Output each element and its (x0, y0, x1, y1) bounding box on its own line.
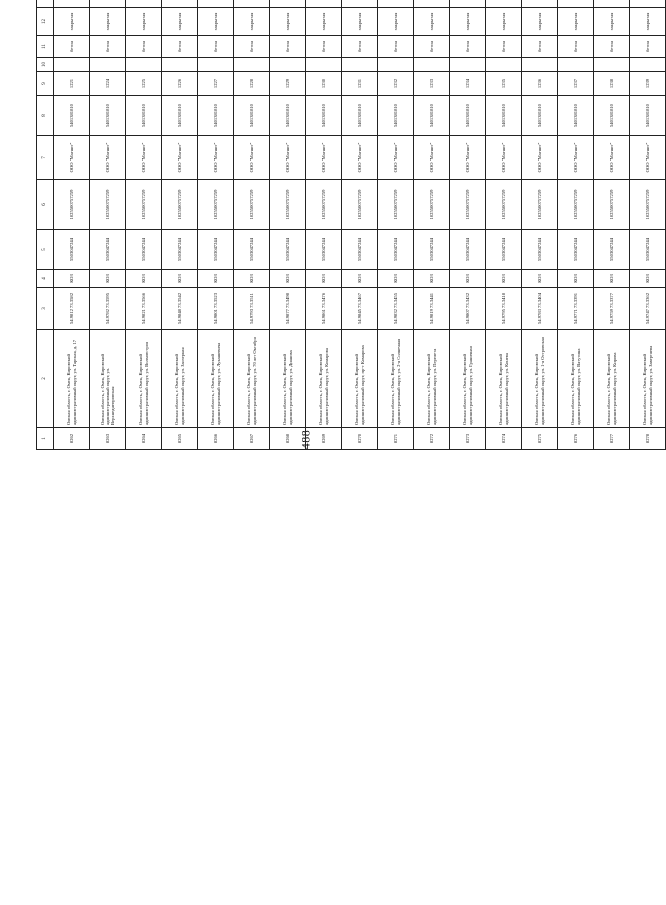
table-cell: 5503047244 (54, 230, 90, 270)
table-cell: бетон (90, 36, 126, 58)
table-cell: 5401381810 (306, 96, 342, 136)
table-row (450, 0, 486, 450)
table-cell: 5401381810 (522, 96, 558, 136)
table-cell (414, 0, 450, 8)
table-cell: 1224 (90, 72, 126, 96)
table-cell (306, 58, 342, 72)
table-cell: 54.9783 73.3404 (522, 288, 558, 330)
table-cell: бетон (486, 36, 522, 58)
table-row (162, 0, 198, 450)
table-cell: 1025500757259 (630, 180, 666, 230)
table-cell: 5401381810 (486, 96, 522, 136)
table-cell: закрытая (342, 8, 378, 36)
table-cell: 5503047244 (306, 230, 342, 270)
table-cell: 8265 (162, 428, 198, 450)
table-cell: 1236 (522, 72, 558, 96)
table-cell: Омская область, г. Омск, Кировский административный округ, ул. Дианова (270, 330, 306, 428)
table-cell: КОЗ (594, 270, 630, 288)
table-cell: 5503047244 (414, 230, 450, 270)
table-row (594, 0, 630, 450)
table-cell (594, 58, 630, 72)
table-cell: бетон (342, 36, 378, 58)
table-cell: 5401381810 (558, 96, 594, 136)
table-cell: 8271 (378, 428, 414, 450)
table-cell: ООО "Магнит" (162, 136, 198, 180)
table-cell: 5401381810 (126, 96, 162, 136)
table-cell: 1025500757259 (126, 180, 162, 230)
column-header: 12 (37, 8, 54, 36)
table-cell: 1025500757259 (342, 180, 378, 230)
table-cell: Омская область, г. Омск, Кировский административный округ, ул. Перелета (414, 330, 450, 428)
table-cell: 5503047244 (162, 230, 198, 270)
table-cell: Омская область, г. Омск, Кировский административный округ, ул. 70 лет Октября (234, 330, 270, 428)
table-cell: 1230 (306, 72, 342, 96)
table-cell: 5503047244 (198, 230, 234, 270)
table-cell: 1025500757259 (162, 180, 198, 230)
table-cell: закрытая (54, 8, 90, 36)
column-header: 9 (37, 72, 54, 96)
table-cell: 1025500757259 (414, 180, 450, 230)
table-cell: Омская область, г. Омск, Кировский административный округ, ул. Лукашевича (198, 330, 234, 428)
table-cell: 1025500757259 (90, 180, 126, 230)
table-cell: бетон (126, 36, 162, 58)
table-cell: 5401381810 (450, 96, 486, 136)
table-cell: Омская область, г. Омск, Кировский административный округ, пр-т Комарова (342, 330, 378, 428)
table-cell: 1025500757259 (594, 180, 630, 230)
table-cell: 54.9877 73.3498 (270, 288, 306, 330)
table-cell: 1238 (594, 72, 630, 96)
table-cell: 5401381810 (378, 96, 414, 136)
table-cell: закрытая (378, 8, 414, 36)
table-cell (450, 58, 486, 72)
table-cell: 1234 (450, 72, 486, 96)
table-row (378, 0, 414, 450)
table-cell: ООО "Магнит" (486, 136, 522, 180)
table-row (270, 0, 306, 450)
table-cell: ООО "Магнит" (306, 136, 342, 180)
table-cell: 54.9759 73.3377 (594, 288, 630, 330)
column-header: 2 (37, 330, 54, 428)
table-cell: закрытая (630, 8, 666, 36)
table-row (414, 0, 450, 450)
table-cell: закрытая (90, 8, 126, 36)
table-cell: ООО "Магнит" (630, 136, 666, 180)
table-cell: ООО "Магнит" (342, 136, 378, 180)
table-cell: Омская область, г. Омск, Кировский административный округ, ул. Волховстроя (126, 330, 162, 428)
table-row (522, 0, 558, 450)
table-cell: 54.9812 73.3582 (54, 288, 90, 330)
table-cell: бетон (522, 36, 558, 58)
table-cell: ООО "Магнит" (522, 136, 558, 180)
table-cell: 5401381810 (342, 96, 378, 136)
table-cell: 1237 (558, 72, 594, 96)
table-cell: бетон (54, 36, 90, 58)
table-cell (126, 58, 162, 72)
table-cell: 1229 (270, 72, 306, 96)
table-cell: закрытая (306, 8, 342, 36)
table-row (342, 0, 378, 450)
table-cell: 1025500757259 (486, 180, 522, 230)
table-cell: 1239 (630, 72, 666, 96)
table-cell (234, 58, 270, 72)
table-cell: 5503047244 (630, 230, 666, 270)
table-cell: Омская область, г. Омск, Кировский административный округ, ул. Тарская, д. 17 (54, 330, 90, 428)
table-row (126, 0, 162, 450)
table-cell (198, 0, 234, 8)
table-cell: Омская область, г. Омск, Кировский административный округ, ул. Заозерная (162, 330, 198, 428)
table-cell (306, 0, 342, 8)
table-cell: 1025500757259 (378, 180, 414, 230)
table-cell (522, 58, 558, 72)
table-cell: 54.9807 73.3432 (450, 288, 486, 330)
table-cell: КОЗ (342, 270, 378, 288)
table-cell: 5401381810 (414, 96, 450, 136)
table-cell: 1025500757259 (54, 180, 90, 230)
table-cell: закрытая (234, 8, 270, 36)
table-cell: 54.9793 73.3511 (234, 288, 270, 330)
table-cell: 8273 (450, 428, 486, 450)
table-cell: 1227 (198, 72, 234, 96)
column-header: 11 (37, 36, 54, 58)
table-cell: 5401381810 (630, 96, 666, 136)
table-cell: бетон (270, 36, 306, 58)
table-cell: КОЗ (414, 270, 450, 288)
table-cell: КОЗ (522, 270, 558, 288)
table-cell: ООО "Магнит" (198, 136, 234, 180)
table-cell: 8264 (126, 428, 162, 450)
table-cell (198, 58, 234, 72)
table-cell: 1025500757259 (450, 180, 486, 230)
table-cell (522, 0, 558, 8)
table-cell (54, 0, 90, 8)
column-header: 10 (37, 58, 54, 72)
table-cell (162, 0, 198, 8)
table-cell: ООО "Магнит" (558, 136, 594, 180)
table-cell (630, 58, 666, 72)
table-cell: 54.9801 73.3523 (198, 288, 234, 330)
table-cell: 54.9771 73.3391 (558, 288, 594, 330)
table-cell: 5401381810 (162, 96, 198, 136)
table-cell: ООО "Магнит" (594, 136, 630, 180)
table-cell: 1221 (54, 72, 90, 96)
table-row (198, 0, 234, 450)
table-row (558, 0, 594, 450)
table-cell (558, 58, 594, 72)
table-row (234, 0, 270, 450)
registry-sheet (36, 0, 653, 450)
table-cell: Омская область, г. Омск, Кировский административный округ, ул. Конева (486, 330, 522, 428)
table-cell: 5401381810 (270, 96, 306, 136)
table-cell (270, 58, 306, 72)
column-header: 8 (37, 96, 54, 136)
table-cell: 54.9848 73.3542 (162, 288, 198, 330)
table-row (90, 0, 126, 450)
column-header: 7 (37, 136, 54, 180)
table-cell: 54.9782 73.3595 (90, 288, 126, 330)
registry-table (36, 0, 666, 450)
table-cell: 54.9821 73.3566 (126, 288, 162, 330)
table-cell: КОЗ (198, 270, 234, 288)
table-cell: закрытая (126, 8, 162, 36)
column-header (37, 0, 54, 8)
table-cell: КОЗ (90, 270, 126, 288)
table-cell: Омская область, г. Омск, Кировский административный округ, ул. 2-я Солнечная (378, 330, 414, 428)
table-cell: Омская область, г. Омск, Кировский административный округ, ул. Граничная (450, 330, 486, 428)
table-cell: бетон (558, 36, 594, 58)
table-cell: закрытая (594, 8, 630, 36)
table-cell: КОЗ (486, 270, 522, 288)
table-cell: 5503047244 (126, 230, 162, 270)
table-cell (594, 0, 630, 8)
table-cell: 8268 (270, 428, 306, 450)
table-cell: Омская область, г. Омск, Кировский административный округ, ул. Кирова (594, 330, 630, 428)
table-cell: бетон (414, 36, 450, 58)
table-cell: закрытая (450, 8, 486, 36)
table-cell: 5401381810 (198, 96, 234, 136)
table-cell: закрытая (162, 8, 198, 36)
table-cell (558, 0, 594, 8)
table-cell: 5401381810 (594, 96, 630, 136)
table-row (486, 0, 522, 450)
table-cell (342, 58, 378, 72)
table-cell: 1025500757259 (522, 180, 558, 230)
table-cell: Омская область, г. Омск, Кировский административный округ, ул. Комарова (306, 330, 342, 428)
table-cell: закрытая (522, 8, 558, 36)
table-cell: 8277 (594, 428, 630, 450)
table-cell: 8276 (558, 428, 594, 450)
table-cell: КОЗ (54, 270, 90, 288)
table-cell: 1025500757259 (198, 180, 234, 230)
column-header: 6 (37, 180, 54, 230)
table-cell (378, 0, 414, 8)
column-header: 3 (37, 288, 54, 330)
table-cell: бетон (630, 36, 666, 58)
table-cell: КОЗ (162, 270, 198, 288)
table-cell (90, 58, 126, 72)
table-cell: КОЗ (450, 270, 486, 288)
table-cell: КОЗ (378, 270, 414, 288)
table-cell (90, 0, 126, 8)
table-cell: 1232 (378, 72, 414, 96)
table-cell: 1226 (162, 72, 198, 96)
table-cell: 8270 (342, 428, 378, 450)
table-cell: 5503047244 (522, 230, 558, 270)
table-cell: 54.9819 73.3441 (414, 288, 450, 330)
table-cell: 8267 (234, 428, 270, 450)
table-cell: 5503047244 (342, 230, 378, 270)
table-cell: 5503047244 (90, 230, 126, 270)
table-cell: 8263 (90, 428, 126, 450)
table-cell: 1225 (126, 72, 162, 96)
table-cell: 1233 (414, 72, 450, 96)
table-cell: 5503047244 (486, 230, 522, 270)
table-row (630, 0, 666, 450)
table-cell: закрытая (486, 8, 522, 36)
table-cell: 1025500757259 (558, 180, 594, 230)
table-cell (378, 58, 414, 72)
table-cell (54, 58, 90, 72)
table-cell (162, 58, 198, 72)
table-cell: бетон (198, 36, 234, 58)
table-cell (630, 0, 666, 8)
table-cell (414, 58, 450, 72)
table-cell: 5503047244 (594, 230, 630, 270)
table-cell: 8272 (414, 428, 450, 450)
table-cell: 54.9861 73.3476 (306, 288, 342, 330)
table-cell: ООО "Магнит" (54, 136, 90, 180)
table-cell: ООО "Магнит" (450, 136, 486, 180)
table-cell: 8262 (54, 428, 90, 450)
table-cell (270, 0, 306, 8)
table-cell (486, 58, 522, 72)
table-cell: ООО "Магнит" (126, 136, 162, 180)
table-cell: КОЗ (558, 270, 594, 288)
table-cell: 1231 (342, 72, 378, 96)
table-cell: 1025500757259 (306, 180, 342, 230)
page-number: 488 (298, 429, 313, 450)
table-cell: КОЗ (270, 270, 306, 288)
table-cell: бетон (162, 36, 198, 58)
table-cell: Омская область, г. Омск, Кировский административный округ, ул. 1-я Островская (522, 330, 558, 428)
table-cell: ООО "Магнит" (234, 136, 270, 180)
table-cell: 8278 (630, 428, 666, 450)
table-cell: 54.9845 73.3467 (342, 288, 378, 330)
table-cell (342, 0, 378, 8)
table-cell: 5401381810 (234, 96, 270, 136)
table-cell: КОЗ (630, 270, 666, 288)
table-cell: 8274 (486, 428, 522, 450)
table-cell: бетон (450, 36, 486, 58)
table-cell: 54.9832 73.3455 (378, 288, 414, 330)
table-cell: закрытая (414, 8, 450, 36)
table-cell: 5503047244 (558, 230, 594, 270)
table-cell: ООО "Магнит" (90, 136, 126, 180)
table-cell: КОЗ (126, 270, 162, 288)
column-header: 1 (37, 428, 54, 450)
table-cell: 8275 (522, 428, 558, 450)
table-cell: 5503047244 (234, 230, 270, 270)
table-cell (450, 0, 486, 8)
table-cell (126, 0, 162, 8)
table-cell: ООО "Магнит" (414, 136, 450, 180)
table-cell: ООО "Магнит" (378, 136, 414, 180)
table-cell: закрытая (270, 8, 306, 36)
table-cell: Омская область, г. Омск, Кировский административный округ, ул. Верхнеднепровская (90, 330, 126, 428)
table-cell: 1228 (234, 72, 270, 96)
table-cell: 8266 (198, 428, 234, 450)
table-cell: бетон (306, 36, 342, 58)
table-cell: 8269 (306, 428, 342, 450)
table-cell (486, 0, 522, 8)
table-cell: Омская область, г. Омск, Кировский административный округ, ул. Ватутина (558, 330, 594, 428)
table-cell: бетон (594, 36, 630, 58)
table-body (54, 0, 666, 450)
table-cell: ООО "Магнит" (270, 136, 306, 180)
column-header: 5 (37, 230, 54, 270)
table-cell: КОЗ (306, 270, 342, 288)
table-cell (234, 0, 270, 8)
table-cell: 54.9747 73.3362 (630, 288, 666, 330)
table-cell: 5401381810 (90, 96, 126, 136)
table-row (54, 0, 90, 450)
table-cell: 5401381810 (54, 96, 90, 136)
table-cell: закрытая (558, 8, 594, 36)
table-header-row (37, 0, 54, 450)
table-cell: 1235 (486, 72, 522, 96)
table-cell: бетон (234, 36, 270, 58)
table-cell: бетон (378, 36, 414, 58)
table-cell: 5503047244 (450, 230, 486, 270)
table-cell: 1025500757259 (234, 180, 270, 230)
table-cell: 54.9795 73.3418 (486, 288, 522, 330)
table-cell: 1025500757259 (270, 180, 306, 230)
table-row (306, 0, 342, 450)
table-cell: КОЗ (234, 270, 270, 288)
table-cell: 5503047244 (378, 230, 414, 270)
column-header: 4 (37, 270, 54, 288)
table-cell: закрытая (198, 8, 234, 36)
table-cell: Омская область, г. Омск, Кировский административный округ, ул. Завертяева (630, 330, 666, 428)
table-cell: 5503047244 (270, 230, 306, 270)
